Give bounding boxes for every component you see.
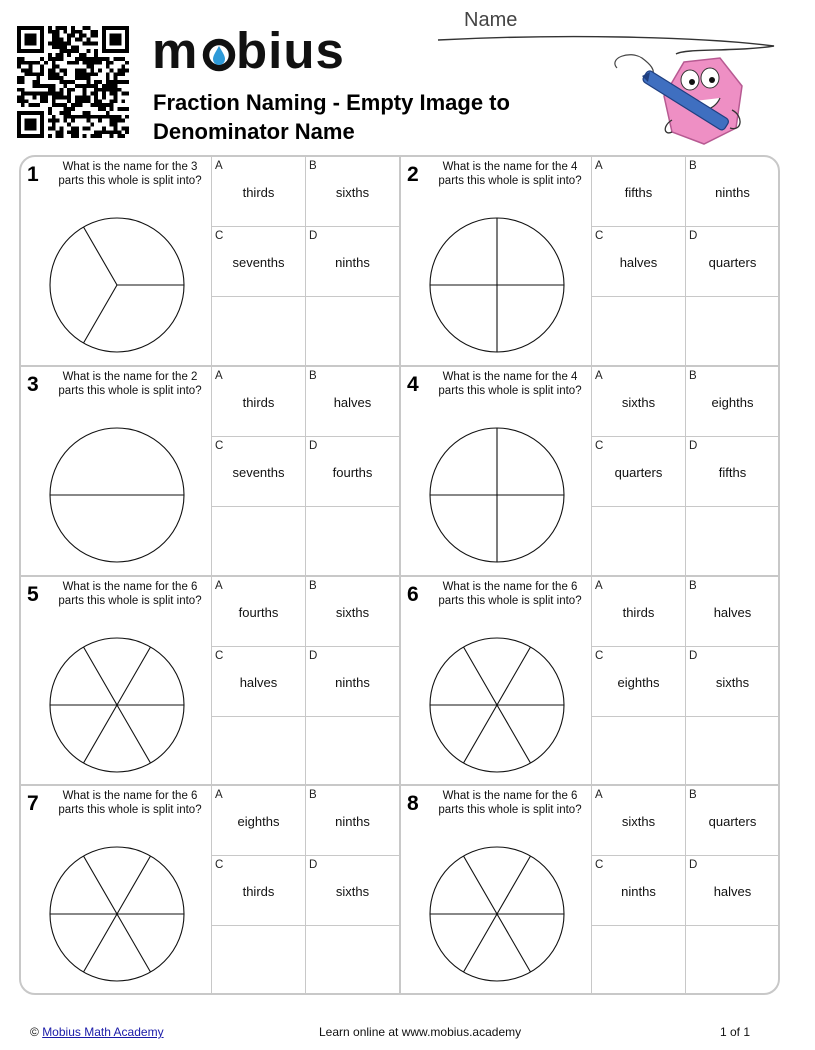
title-line-2: Denominator Name bbox=[153, 119, 355, 144]
option-text: fourths bbox=[238, 605, 279, 620]
cell-divider bbox=[591, 436, 780, 437]
question-text: What is the name for the 3 parts this whole is split into? bbox=[58, 161, 202, 187]
cell-divider bbox=[305, 786, 306, 995]
option-letter: B bbox=[309, 160, 317, 172]
option-c[interactable] bbox=[211, 437, 306, 507]
problem-6 bbox=[401, 577, 780, 787]
option-a[interactable] bbox=[591, 577, 686, 647]
option-text: sevenths bbox=[232, 255, 285, 270]
question-cell bbox=[21, 786, 211, 995]
question-text: What is the name for the 4 parts this whole is split into? bbox=[438, 371, 582, 397]
fraction-circle bbox=[47, 425, 187, 565]
option-d[interactable] bbox=[305, 227, 400, 297]
option-letter: D bbox=[309, 230, 318, 242]
question-text: What is the name for the 6 parts this whole is split into? bbox=[438, 790, 582, 816]
cell-divider bbox=[211, 786, 212, 995]
question-text: What is the name for the 4 parts this whole is split into? bbox=[438, 161, 582, 187]
option-a[interactable] bbox=[211, 786, 306, 856]
option-letter: C bbox=[595, 650, 604, 662]
option-letter: B bbox=[309, 370, 317, 382]
option-c[interactable] bbox=[591, 856, 686, 926]
question-text: What is the name for the 6 parts this whole is split into? bbox=[58, 581, 202, 607]
option-letter: A bbox=[595, 370, 603, 382]
option-d[interactable] bbox=[685, 437, 780, 507]
question-cell bbox=[21, 577, 211, 787]
cell-divider bbox=[591, 786, 592, 995]
option-c[interactable] bbox=[211, 856, 306, 926]
option-text: halves bbox=[713, 884, 752, 899]
option-letter: A bbox=[595, 789, 603, 801]
option-d[interactable] bbox=[685, 227, 780, 297]
worksheet-grid bbox=[19, 155, 780, 995]
cell-divider bbox=[591, 367, 592, 577]
option-text: halves bbox=[619, 255, 658, 270]
fraction-circle bbox=[47, 215, 187, 355]
option-text: sevenths bbox=[232, 465, 285, 480]
option-c[interactable] bbox=[591, 647, 686, 717]
question-text: What is the name for the 2 parts this whole is split into? bbox=[58, 371, 202, 397]
problem-1 bbox=[21, 157, 401, 367]
cell-divider bbox=[591, 506, 780, 507]
question-text: What is the name for the 6 parts this whole is split into? bbox=[438, 581, 582, 607]
question-cell bbox=[401, 577, 591, 787]
option-b[interactable] bbox=[305, 577, 400, 647]
option-letter: A bbox=[595, 580, 603, 592]
problem-3 bbox=[21, 367, 401, 577]
option-letter: B bbox=[689, 160, 697, 172]
option-text: sixths bbox=[335, 185, 370, 200]
option-text: ninths bbox=[335, 255, 370, 270]
option-letter: C bbox=[215, 859, 224, 871]
cell-divider bbox=[211, 226, 401, 227]
footer-copyright bbox=[30, 1025, 164, 1039]
cell-divider bbox=[591, 577, 592, 787]
option-b[interactable] bbox=[305, 367, 400, 437]
option-letter: A bbox=[215, 160, 223, 172]
option-a[interactable] bbox=[211, 577, 306, 647]
cell-divider bbox=[591, 716, 780, 717]
option-a[interactable] bbox=[211, 157, 306, 227]
option-text: ninths bbox=[335, 675, 370, 690]
worksheet-title bbox=[153, 88, 593, 146]
fraction-circle bbox=[427, 215, 567, 355]
cell-divider bbox=[591, 157, 592, 367]
option-text: halves bbox=[333, 395, 372, 410]
option-text: eighths bbox=[711, 395, 754, 410]
option-text: fourths bbox=[332, 465, 373, 480]
question-number: 3 bbox=[27, 373, 39, 396]
academy-link[interactable]: Mobius Math Academy bbox=[42, 1025, 164, 1039]
option-letter: B bbox=[309, 580, 317, 592]
option-letter: A bbox=[215, 580, 223, 592]
mascot-illustration bbox=[612, 40, 752, 158]
option-d[interactable] bbox=[685, 856, 780, 926]
fraction-circle bbox=[427, 844, 567, 984]
question-number: 1 bbox=[27, 163, 39, 186]
cell-divider bbox=[211, 157, 212, 367]
question-cell bbox=[401, 786, 591, 995]
question-number: 5 bbox=[27, 583, 39, 606]
option-letter: B bbox=[309, 789, 317, 801]
problem-7 bbox=[21, 786, 401, 995]
option-b[interactable] bbox=[685, 157, 780, 227]
option-text: ninths bbox=[715, 185, 750, 200]
fraction-circle bbox=[427, 635, 567, 775]
option-letter: C bbox=[595, 230, 604, 242]
option-text: halves bbox=[713, 605, 752, 620]
option-b[interactable] bbox=[305, 157, 400, 227]
fraction-circle bbox=[47, 844, 187, 984]
option-text: halves bbox=[239, 675, 278, 690]
option-text: quarters bbox=[708, 255, 757, 270]
cell-divider bbox=[591, 925, 780, 926]
question-number: 4 bbox=[407, 373, 419, 396]
cell-divider bbox=[211, 855, 401, 856]
question-number: 8 bbox=[407, 792, 419, 815]
option-text: quarters bbox=[708, 814, 757, 829]
problem-5 bbox=[21, 577, 401, 787]
option-letter: B bbox=[689, 789, 697, 801]
option-a[interactable] bbox=[211, 367, 306, 437]
cell-divider bbox=[305, 157, 306, 367]
option-text: thirds bbox=[242, 185, 275, 200]
cell-divider bbox=[211, 577, 212, 787]
cell-divider bbox=[305, 367, 306, 577]
option-letter: A bbox=[215, 789, 223, 801]
question-cell bbox=[401, 367, 591, 577]
option-b[interactable] bbox=[685, 786, 780, 856]
question-text: What is the name for the 6 parts this whole is split into? bbox=[58, 790, 202, 816]
option-text: sixths bbox=[621, 814, 656, 829]
option-text: quarters bbox=[614, 465, 663, 480]
cell-divider bbox=[211, 506, 401, 507]
cell-divider bbox=[685, 577, 686, 787]
option-text: thirds bbox=[622, 605, 655, 620]
problem-8 bbox=[401, 786, 780, 995]
option-c[interactable] bbox=[211, 227, 306, 297]
option-letter: B bbox=[689, 580, 697, 592]
option-text: sixths bbox=[621, 395, 656, 410]
option-text: sixths bbox=[715, 675, 750, 690]
question-cell bbox=[21, 157, 211, 367]
option-letter: D bbox=[309, 650, 318, 662]
option-a[interactable] bbox=[591, 786, 686, 856]
fraction-circle bbox=[47, 635, 187, 775]
cell-divider bbox=[211, 716, 401, 717]
cell-divider bbox=[211, 436, 401, 437]
option-letter: B bbox=[689, 370, 697, 382]
option-text: sixths bbox=[335, 884, 370, 899]
question-cell bbox=[21, 367, 211, 577]
option-letter: D bbox=[689, 859, 698, 871]
problem-4 bbox=[401, 367, 780, 577]
problem-2 bbox=[401, 157, 780, 367]
option-letter: D bbox=[689, 650, 698, 662]
svg-text:bius: bius bbox=[236, 24, 345, 76]
cell-divider bbox=[211, 296, 401, 297]
option-text: eighths bbox=[617, 675, 660, 690]
option-c[interactable] bbox=[591, 227, 686, 297]
fraction-circle bbox=[427, 425, 567, 565]
option-d[interactable] bbox=[305, 437, 400, 507]
option-letter: D bbox=[309, 859, 318, 871]
option-letter: A bbox=[215, 370, 223, 382]
cell-divider bbox=[591, 296, 780, 297]
cell-divider bbox=[685, 786, 686, 995]
cell-divider bbox=[591, 855, 780, 856]
option-d[interactable] bbox=[305, 647, 400, 717]
name-label: Name bbox=[464, 9, 518, 31]
option-text: ninths bbox=[335, 814, 370, 829]
option-letter: C bbox=[215, 650, 224, 662]
mobius-logo bbox=[152, 24, 357, 76]
option-b[interactable] bbox=[685, 577, 780, 647]
option-letter: C bbox=[595, 440, 604, 452]
option-c[interactable] bbox=[591, 437, 686, 507]
option-b[interactable] bbox=[305, 786, 400, 856]
option-text: sixths bbox=[335, 605, 370, 620]
footer-learn-online: Learn online at www.mobius.academy bbox=[319, 1025, 522, 1039]
option-letter: C bbox=[215, 440, 224, 452]
copyright-symbol: © bbox=[30, 1025, 39, 1039]
cell-divider bbox=[211, 646, 401, 647]
option-letter: D bbox=[309, 440, 318, 452]
cell-divider bbox=[211, 925, 401, 926]
cell-divider bbox=[591, 226, 780, 227]
question-cell bbox=[401, 157, 591, 367]
option-c[interactable] bbox=[211, 647, 306, 717]
option-text: fifths bbox=[624, 185, 653, 200]
option-text: eighths bbox=[237, 814, 280, 829]
question-number: 7 bbox=[27, 792, 39, 815]
option-text: fifths bbox=[718, 465, 747, 480]
option-d[interactable] bbox=[685, 647, 780, 717]
option-d[interactable] bbox=[305, 856, 400, 926]
cell-divider bbox=[685, 157, 686, 367]
cell-divider bbox=[305, 577, 306, 787]
option-text: thirds bbox=[242, 884, 275, 899]
option-text: ninths bbox=[621, 884, 656, 899]
option-a[interactable] bbox=[591, 367, 686, 437]
option-letter: D bbox=[689, 440, 698, 452]
option-letter: A bbox=[595, 160, 603, 172]
cell-divider bbox=[211, 367, 212, 577]
title-line-1: Fraction Naming - Empty Image to bbox=[153, 90, 510, 115]
option-text: thirds bbox=[242, 395, 275, 410]
option-b[interactable] bbox=[685, 367, 780, 437]
option-letter: C bbox=[215, 230, 224, 242]
question-number: 2 bbox=[407, 163, 419, 186]
question-number: 6 bbox=[407, 583, 419, 606]
cell-divider bbox=[591, 646, 780, 647]
svg-text:m: m bbox=[152, 24, 199, 76]
option-letter: D bbox=[689, 230, 698, 242]
footer-page-count: 1 of 1 bbox=[720, 1025, 751, 1039]
qr-code bbox=[17, 26, 129, 138]
option-letter: C bbox=[595, 859, 604, 871]
option-a[interactable] bbox=[591, 157, 686, 227]
cell-divider bbox=[685, 367, 686, 577]
